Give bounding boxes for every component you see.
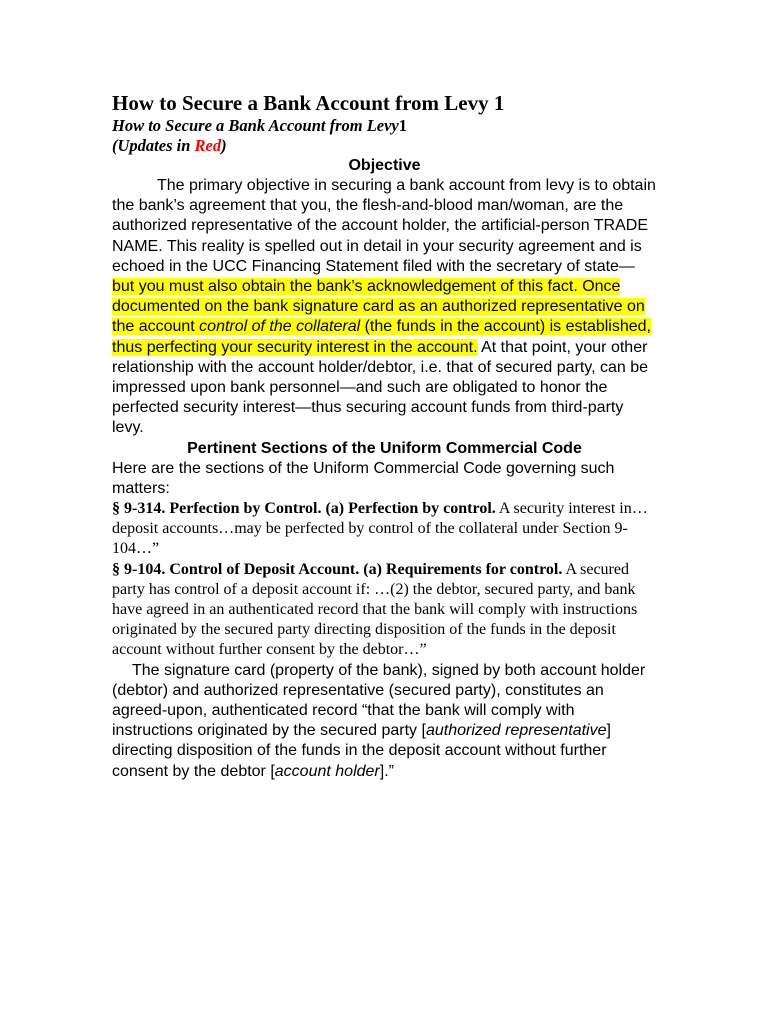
updates-open: (	[112, 136, 118, 155]
ucc-heading: Pertinent Sections of the Uniform Commercial Code	[187, 439, 582, 457]
objective-paragraph	[112, 176, 657, 439]
objective-text-start: The primary objective in securing a bank account from levy is to obtain the bank’s agreement that you, the flesh-and-blood man/woman, are the authorized representative of the account holder, the artificial-person TRADE NAME. This reality is spelled out in detail in your security agreement and is echoed in the UCC Financing Statement filed with the secretary of state—	[112, 177, 656, 275]
highlight-part-2: (the funds in the account) is established, thus perfecting your security interest in the account.	[112, 318, 651, 356]
updates-red-word: Red	[194, 136, 222, 155]
objective-heading: Objective	[348, 157, 421, 174]
sig-text-a: The signature card (property of the bank), signed by both account holder (debtor) and authorized representative (secured party), constitutes an agreed-upon, authenticated record “that the bank will comply with instructions originated by the secured party [	[112, 661, 646, 740]
subtitle-text: How to Secure a Bank Account from Levy	[112, 116, 399, 135]
section-9-314-lead: § 9-314. Perfection by Control. (a) Perfection by control.	[112, 500, 496, 518]
section-9-314	[112, 499, 657, 560]
highlight-part-1: but you must also obtain the bank’s acknowledgement of this fact. Once documented on the bank signature card as an authorized representative on the account	[112, 278, 645, 336]
updates-close: )	[221, 136, 227, 155]
section-9-314-text: A security interest in…deposit accounts…may be perfected by control of the collateral under Section 9-104…”	[112, 500, 648, 558]
section-9-104-lead: § 9-104. Control of Deposit Account. (a) Requirements for control.	[112, 560, 563, 578]
section-9-104	[112, 560, 657, 661]
document-subtitle	[112, 116, 657, 136]
document-page	[112, 90, 657, 782]
signature-card-paragraph	[112, 661, 657, 782]
sig-italic-2: account holder	[274, 762, 380, 780]
updates-text: Updates in	[117, 136, 195, 155]
updates-note	[112, 136, 657, 156]
ucc-intro: Here are the sections of the Uniform Commercial Code governing such matters:	[112, 459, 615, 497]
sig-italic-1: authorized representative	[425, 722, 607, 740]
subtitle-number: 1	[398, 116, 408, 135]
sig-text-b: ] directing disposition of the funds in the deposit account without further consent by the debtor [	[112, 722, 611, 780]
highlight-italic: control of the collateral	[199, 318, 361, 336]
sig-text-c: ].”	[379, 762, 394, 780]
section-9-104-text: A secured party has control of a deposit account if: …(2) the debtor, secured party, and bank have agreed in an authenticated record that the bank will comply with instructions originated by the secured party directing disposition of the funds in the deposit account without further consent by the debtor…”	[112, 560, 638, 659]
document-title: How to Secure a Bank Account from Levy 1	[112, 91, 505, 115]
objective-text-end: At that point, your other relationship with the account holder/debtor, i.e. that of secured party, can be impressed upon bank personnel—and such are obligated to honor the perfected security interest—thus securing account funds from third-party levy.	[112, 338, 649, 437]
